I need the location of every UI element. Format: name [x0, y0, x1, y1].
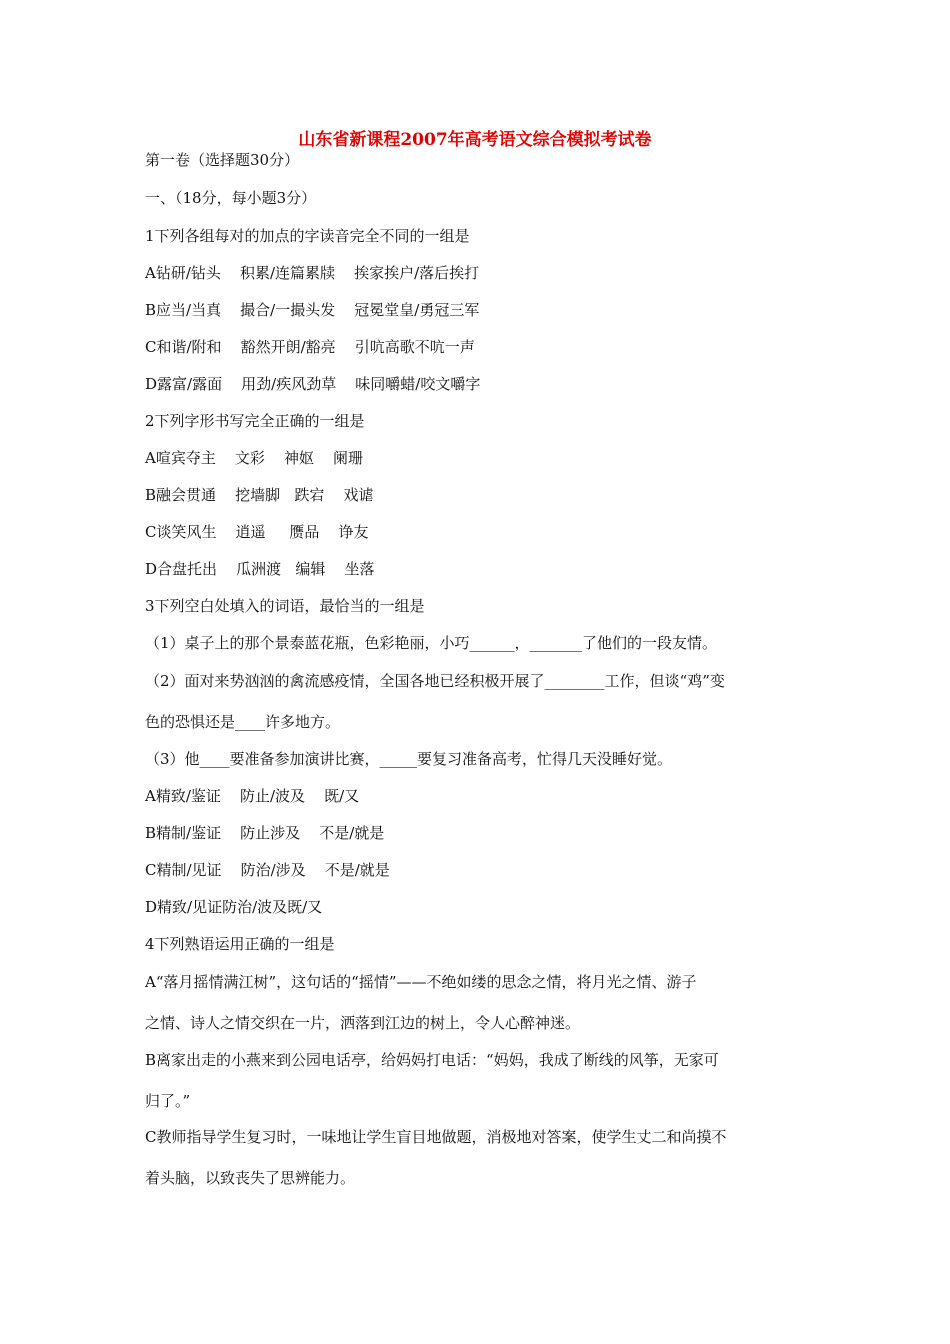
option-line-continued: 着头脑，以致丧失了思辨能力。: [145, 1169, 356, 1187]
option-line: A精致/鉴证 防止/波及 既/又: [145, 787, 360, 805]
sub-item: （1）桌子上的那个景泰蓝花瓶，色彩艳丽，小巧______，_______了他们的一段友情。: [145, 634, 718, 652]
option-line: A喧宾夺主 文彩 神妪 阑珊: [145, 449, 364, 467]
option-line: C精制/见证 防治/涉及 不是/就是: [145, 861, 390, 879]
option-line: B应当/当真 撮合/一撮头发 冠冕堂皇/勇冠三军: [145, 301, 480, 319]
sub-item: （2）面对来势汹汹的禽流感疫情，全国各地已经积极开展了________工作，但谈“鸡”变: [145, 672, 725, 690]
option-line: A“落月摇情满江树”，这句话的“摇情”——不绝如缕的思念之情，将月光之情、游子: [145, 973, 697, 991]
option-line: D合盘托出 瓜洲渡 编辑 坐落: [145, 560, 375, 578]
option-line: B融会贯通 挖墙脚 跌宕 戏谑: [145, 486, 374, 504]
option-line: B离家出走的小燕来到公园电话亭，给妈妈打电话：“妈妈，我成了断线的风筝，无家可: [145, 1051, 719, 1069]
option-line: C谈笑风生 逍遥 赝品 诤友: [145, 523, 369, 541]
question-4: 4下列熟语运用正确的一组是: [145, 935, 335, 953]
option-line: D精致/见证防治/波及既/又: [145, 898, 323, 916]
section-heading: 第一卷（选择题30分）: [145, 151, 300, 169]
question-1: 1下列各组每对的加点的字读音完全不同的一组是: [145, 227, 470, 245]
option-line: B精制/鉴证 防止涉及 不是/就是: [145, 824, 385, 842]
part-heading: 一、（18分，每小题3分）: [145, 189, 317, 207]
sub-item: （3）他____要准备参加演讲比赛，_____要复习准备高考，忙得几天没睡好觉。: [145, 750, 673, 768]
question-3: 3下列空白处填入的词语，最恰当的一组是: [145, 597, 425, 615]
document-title: 山东省新课程2007年高考语文综合模拟考试卷: [298, 130, 652, 150]
option-line: D露富/露面 用劲/疾风劲草 味同嚼蜡/咬文嚼字: [145, 375, 481, 393]
option-line-continued: 之情、诗人之情交织在一片，洒落到江边的树上，令人心醉神迷。: [145, 1014, 581, 1032]
option-line-continued: 归了。”: [145, 1092, 191, 1110]
question-2: 2下列字形书写完全正确的一组是: [145, 412, 365, 430]
option-line: C和谐/附和 豁然开朗/豁亮 引吭高歌不吭一声: [145, 338, 475, 356]
sub-item-continued: 色的恐惧还是____许多地方。: [145, 713, 341, 731]
option-line: A钻研/钻头 积累/连篇累牍 挨家挨户/落后挨打: [145, 264, 480, 282]
option-line: C教师指导学生复习时，一味地让学生盲目地做题，消极地对答案，使学生丈二和尚摸不: [145, 1128, 727, 1146]
